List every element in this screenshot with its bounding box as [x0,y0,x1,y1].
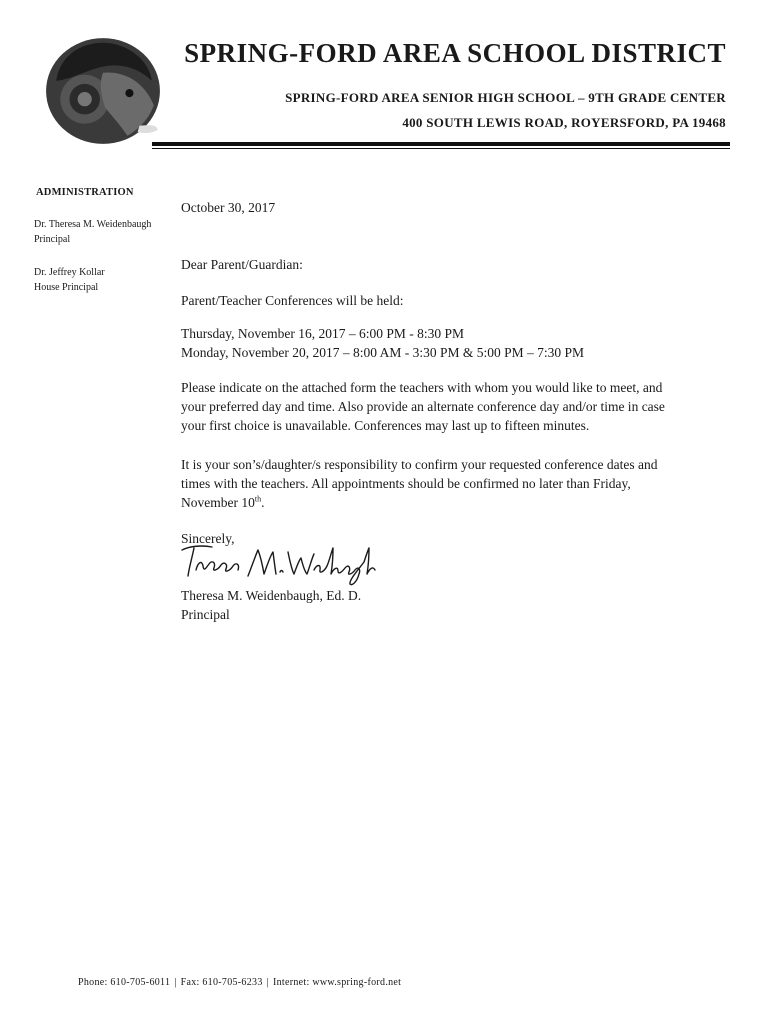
header-rule-thin [152,148,730,149]
signer-block [181,586,721,624]
administration-heading: ADMINISTRATION [36,187,134,198]
letter-date: October 30, 2017 [181,200,276,215]
letter-paragraph-1: Please indicate on the attached form the teachers with whom you would like to meet, and your preferred day and time. Also provide an alternate conference day and/or time in case your first choice is unavailable. Conferences may last up to fifteen minutes. [181,380,665,433]
letter-salutation: Dear Parent/Guardian: [181,257,303,272]
paragraph-2-text: It is your son’s/daughter/s responsibility to confirm your requested conference dates and times with the teachers. All appointments should be confirmed no later than Friday, November 10 [181,457,658,510]
footer-separator: | [266,977,269,988]
letter-intro: Parent/Teacher Conferences will be held: [181,293,404,308]
letter-closing: Sincerely, [181,531,235,546]
signer-name: Theresa M. Weidenbaugh, Ed. D. [181,588,362,603]
footer-contact [78,977,401,988]
header-rule-thick [152,142,730,146]
footer-separator: | [174,977,177,988]
footer-website-link[interactable]: Internet: www.spring-ford.net [272,977,402,988]
schedule-line: Thursday, November 16, 2017 – 6:00 PM - 8:30 PM [181,326,464,341]
schedule-line: Monday, November 20, 2017 – 8:00 AM - 3:30 PM & 5:00 PM – 7:30 PM [181,345,585,360]
paragraph-2-end: . [261,495,265,510]
admin-name: Dr. Jeffrey Kollar [34,267,105,278]
admin-title: House Principal [34,282,99,293]
ordinal-suffix: th [254,494,262,504]
signer-title: Principal [181,607,230,622]
letter-paragraph-2 [181,455,681,512]
admin-name: Dr. Theresa M. Weidenbaugh [34,219,152,230]
admin-title: Principal [34,234,71,245]
footer-phone: Phone: 610-705-6011 [78,977,171,988]
signature-image [178,540,378,588]
conference-schedule [181,324,721,362]
admin-person [34,265,105,295]
admin-person [34,217,151,247]
ram-head-icon [42,28,164,150]
school-name: SPRING-FORD AREA SENIOR HIGH SCHOOL – 9TH GRADE CENTER [285,90,726,105]
district-name: SPRING-FORD AREA SCHOOL DISTRICT [184,38,726,68]
footer-fax: Fax: 610-705-6233 [180,977,263,988]
school-address: 400 SOUTH LEWIS ROAD, ROYERSFORD, PA 19468 [402,115,726,130]
